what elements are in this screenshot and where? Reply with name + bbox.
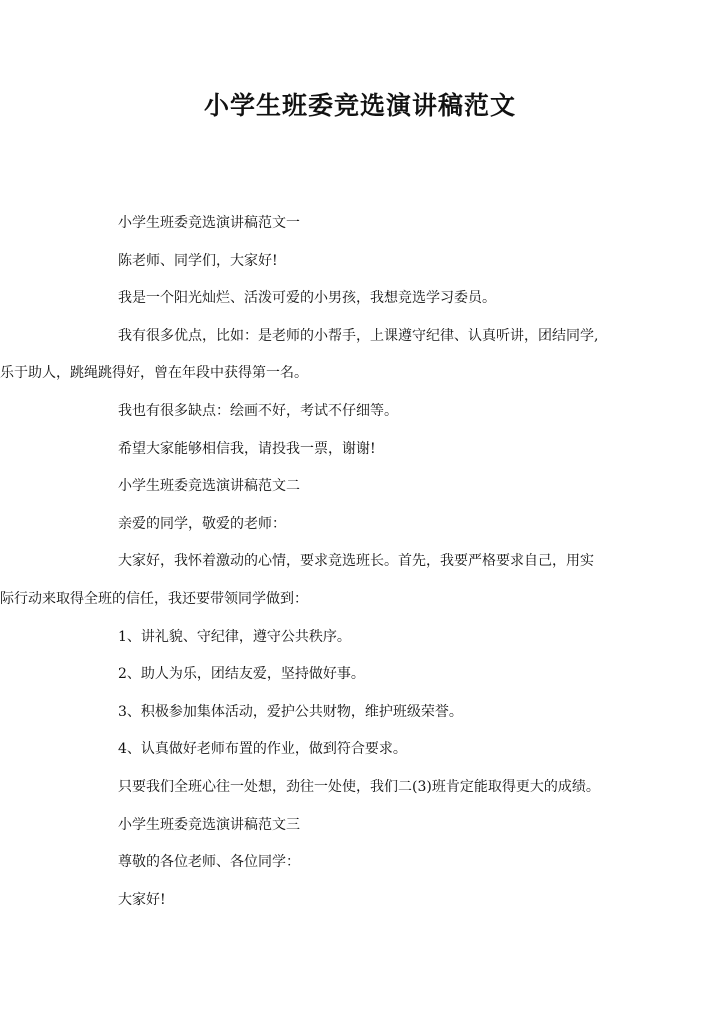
document-body bbox=[0, 205, 620, 919]
paragraph: 希望大家能够相信我，请投我一票，谢谢! bbox=[118, 440, 376, 457]
paragraph: 尊敬的各位老师、各位同学： bbox=[118, 854, 300, 871]
section-heading-2: 小学生班委竞选演讲稿范文二 bbox=[118, 478, 300, 495]
paragraph: 陈老师、同学们，大家好! bbox=[118, 252, 278, 269]
paragraph-continuation-text: 际行动来取得全班的信任，我还要带领同学做到： bbox=[0, 590, 308, 607]
document-title: 小学生班委竞选演讲稿范文 bbox=[203, 91, 516, 120]
paragraph-continuation-text: 乐于助人，跳绳跳得好，曾在年段中获得第一名。 bbox=[0, 365, 308, 382]
paragraph: 大家好，我怀着激动的心情，要求竞选班长。首先，我要严格要求自己，用实 bbox=[118, 553, 594, 570]
paragraph: 亲爱的同学，敬爱的老师： bbox=[118, 515, 286, 532]
list-item: 4、认真做好老师布置的作业，做到符合要求。 bbox=[118, 741, 407, 758]
paragraph: 大家好! bbox=[118, 891, 166, 908]
paragraph: 我有很多优点，比如：是老师的小帮手，上课遵守纪律、认真听讲，团结同学, bbox=[118, 327, 599, 344]
list-item: 2、助人为乐，团结友爱，坚持做好事。 bbox=[118, 666, 365, 683]
list-item: 1、讲礼貌、守纪律，遵守公共秩序。 bbox=[118, 628, 351, 645]
paragraph: 我也有很多缺点：绘画不好，考试不仔细等。 bbox=[118, 402, 398, 419]
section-heading-1: 小学生班委竞选演讲稿范文一 bbox=[118, 215, 300, 231]
paragraph-continuation bbox=[0, 355, 620, 393]
paragraph-continuation bbox=[0, 581, 620, 619]
list-item: 3、积极参加集体活动，爱护公共财物，维护班级荣誉。 bbox=[118, 703, 463, 720]
paragraph: 只要我们全班心往一处想，劲往一处使，我们二(3)班肯定能取得更大的成绩。 bbox=[118, 778, 600, 795]
paragraph: 我是一个阳光灿烂、活泼可爱的小男孩，我想竞选学习委员。 bbox=[118, 290, 496, 307]
section-heading-3: 小学生班委竞选演讲稿范文三 bbox=[118, 816, 300, 833]
